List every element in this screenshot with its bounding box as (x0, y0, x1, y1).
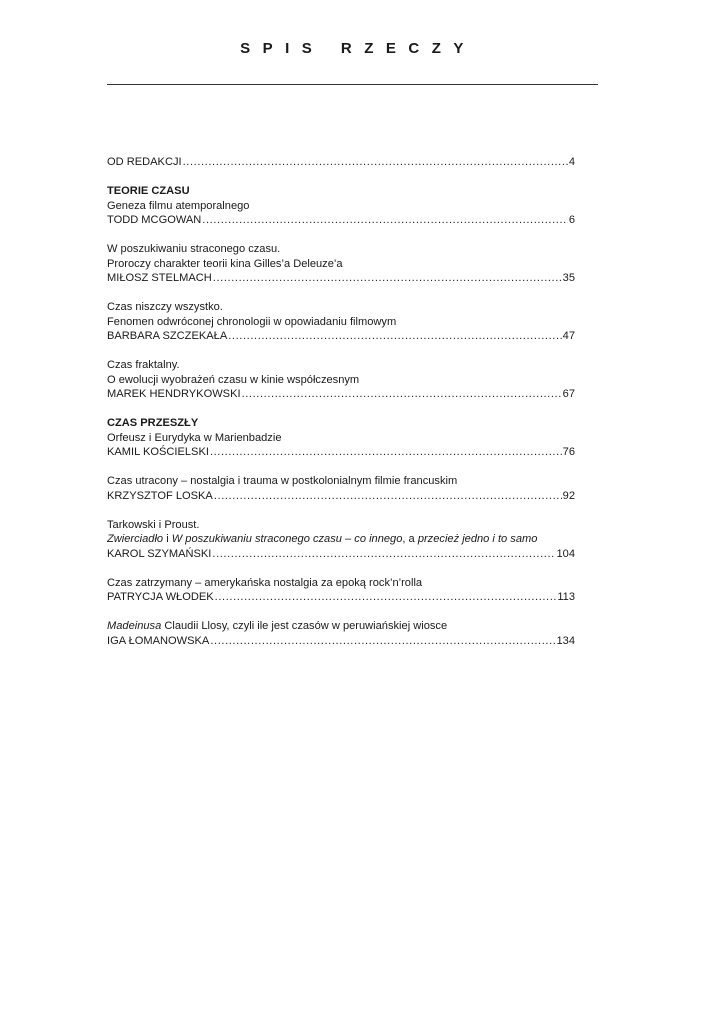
toc-entry-line (107, 271, 575, 286)
entry-author: TODD MCGOWAN (107, 214, 202, 226)
toc-entry-line (107, 634, 575, 649)
entry-author: BARBARA SZCZEKAŁA (107, 330, 228, 342)
italic-title: Zwierciadło (107, 533, 164, 545)
dot-leader (242, 387, 562, 402)
entry-subtitle: O ewolucji wyobrażeń czasu w kinie współczesnym (107, 373, 360, 386)
dot-leader (202, 213, 568, 228)
entry-author: MAREK HENDRYKOWSKI (107, 388, 241, 400)
toc-entry-line (107, 489, 575, 504)
entry-author: KRZYSZTOF LOSKA (107, 489, 213, 502)
entry-author: KAROL SZYMAŃSKI (107, 547, 212, 560)
dot-leader (212, 547, 555, 562)
toc-entry (107, 474, 575, 503)
italic-title: Madeinusa (107, 620, 162, 632)
page-number: 76 (562, 446, 575, 458)
entry-author: MIŁOSZ STELMACH (107, 272, 212, 284)
subtitle-text: , a (402, 533, 418, 545)
toc-entry (107, 242, 575, 286)
entry-title: Orfeusz i Eurydyka w Marienbadzie (107, 431, 282, 444)
page-number: 104 (556, 547, 575, 560)
entry-title: Czas utracony – nostalgia i trauma w postkolonialnym filmie francuskim (107, 475, 458, 487)
italic-title: przecież jedno i to samo (417, 533, 538, 545)
toc-entry (107, 619, 575, 648)
entry-author: IGA ŁOMANOWSKA (107, 634, 210, 647)
toc-entry-line (107, 155, 575, 170)
dot-leader (183, 155, 568, 170)
page-title: SPIS RZECZY (240, 40, 476, 57)
entry-label: OD REDAKCJI (107, 156, 182, 168)
italic-title: W poszukiwaniu straconego czasu – co innego (171, 533, 403, 545)
toc-section-teorie-czasu (107, 184, 575, 228)
title-rule (107, 84, 598, 85)
entry-title (107, 619, 575, 634)
dot-leader (213, 271, 562, 286)
dot-leader (214, 489, 562, 504)
toc-entry-line (107, 445, 575, 460)
page-number: 113 (557, 591, 575, 603)
section-header: TEORIE CZASU (107, 185, 190, 197)
page-number: 92 (562, 489, 575, 502)
page-number: 35 (562, 272, 575, 284)
toc-entry (107, 576, 575, 605)
page-number: 67 (562, 388, 575, 400)
page-number: 47 (562, 330, 575, 342)
dot-leader (210, 445, 562, 460)
entry-title: Czas zatrzymany – amerykańska nostalgia za epoką rock’n’rolla (107, 576, 423, 589)
toc-entry-od-redakcji (107, 155, 575, 170)
entry-title: Czas niszczy wszystko. (107, 301, 223, 313)
dot-leader (210, 634, 555, 649)
section-header: CZAS PRZESZŁY (107, 417, 199, 429)
entry-title: Geneza filmu atemporalnego (107, 199, 250, 212)
entry-author: PATRYCJA WŁODEK (107, 591, 214, 603)
entry-subtitle: Proroczy charakter teorii kina Gilles’a Deleuze’a (107, 257, 343, 270)
entry-author: KAMIL KOŚCIELSKI (107, 446, 209, 458)
toc-entry (107, 300, 575, 344)
toc-section-czas-przeszly (107, 416, 575, 460)
toc-entry (107, 358, 575, 402)
page-number: 4 (568, 156, 575, 168)
page-number: 134 (556, 634, 575, 647)
entry-title: W poszukiwaniu straconego czasu. (107, 243, 281, 255)
dot-leader (215, 590, 557, 605)
toc-entry-line (107, 213, 575, 228)
toc-entry-line (107, 547, 575, 562)
subtitle-text: i (163, 533, 172, 545)
toc-entry-line (107, 329, 575, 344)
title-text: Claudii Llosy, czyli ile jest czasów w peruwiańskiej wiosce (161, 620, 448, 632)
dot-leader (228, 329, 561, 344)
toc-entry (107, 518, 575, 562)
toc-entry-line (107, 590, 575, 605)
entry-subtitle: Fenomen odwróconej chronologii w opowiadaniu filmowym (107, 315, 397, 328)
entry-title: Tarkowski i Proust. (107, 518, 200, 531)
table-of-contents (107, 155, 575, 648)
entry-title: Czas fraktalny. (107, 359, 180, 371)
toc-entry-line (107, 387, 575, 402)
entry-subtitle (107, 532, 575, 547)
page-number: 6 (568, 214, 575, 226)
